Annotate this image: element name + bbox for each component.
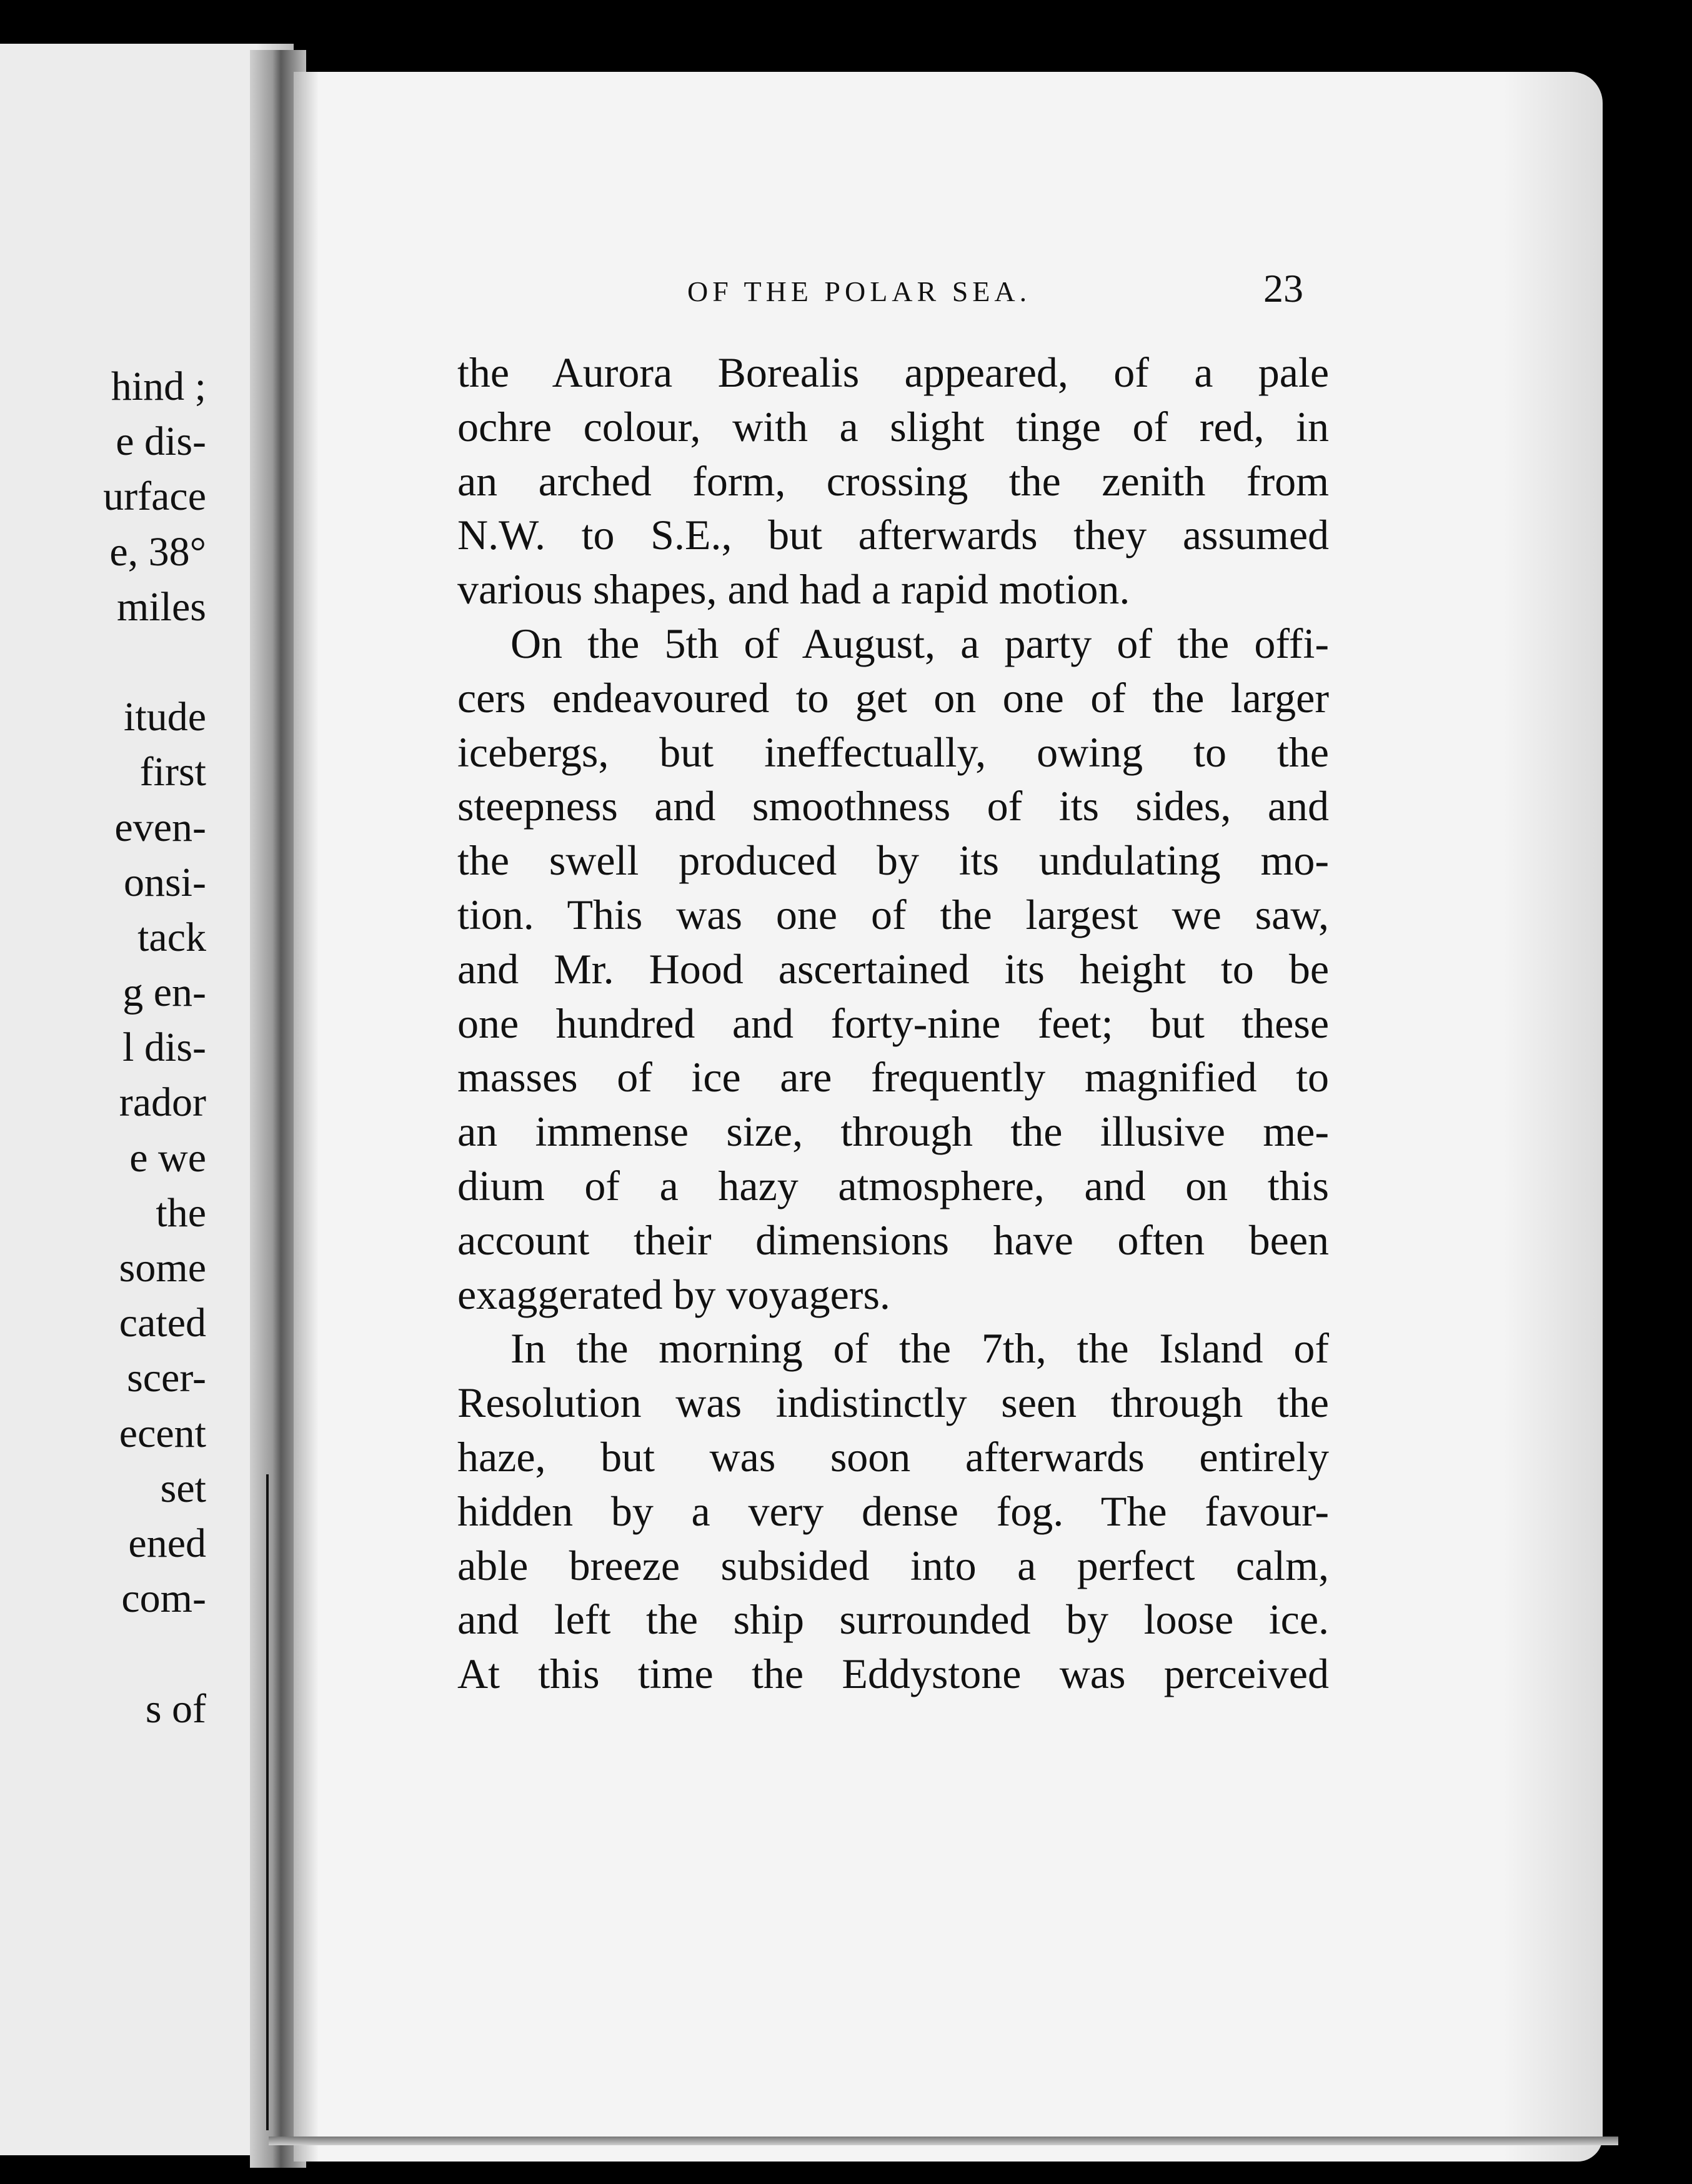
text-line: haze, but was soon afterwards entirely xyxy=(457,1432,1329,1481)
left-line: the xyxy=(156,1189,206,1236)
text-line: N.W. to S.E., but afterwards they assumed xyxy=(457,511,1329,559)
text-line: steepness and smoothness of its sides, and xyxy=(457,782,1329,830)
left-line: tack xyxy=(137,914,206,960)
left-line: com- xyxy=(121,1576,206,1622)
left-line: itude xyxy=(124,694,206,740)
text-line: icebergs, but ineffectually, owing to the xyxy=(457,728,1329,776)
text-line: various shapes, and had a rapid motion. xyxy=(457,565,1130,613)
left-line: e we xyxy=(129,1134,206,1181)
text-line: Resolution was indistinctly seen through the xyxy=(457,1379,1329,1427)
binding-thread xyxy=(266,1474,269,2130)
left-line: hind ; xyxy=(111,364,206,409)
page-number: 23 xyxy=(1263,266,1303,310)
running-head: OF THE POLAR SEA. xyxy=(687,275,1032,307)
left-line: first xyxy=(139,749,206,795)
left-line: onsi- xyxy=(124,859,206,905)
left-line: ecent xyxy=(119,1410,206,1456)
left-line: even- xyxy=(114,804,206,850)
left-line: miles xyxy=(117,583,206,630)
body-text xyxy=(457,345,1329,1701)
text-line: On the 5th of August, a party of the offi- xyxy=(510,619,1329,667)
left-line xyxy=(0,1626,206,1681)
left-line: some xyxy=(119,1245,206,1291)
left-line: g en- xyxy=(122,970,206,1016)
text-line: the Aurora Borealis appeared, of a pale xyxy=(457,349,1329,396)
page-bottom-edge xyxy=(269,2137,1618,2145)
left-line: l dis- xyxy=(122,1025,206,1071)
text-line: and left the ship surrounded by loose ice. xyxy=(457,1596,1329,1644)
left-line: urface xyxy=(103,474,206,520)
text-line: In the morning of the 7th, the Island of xyxy=(510,1324,1329,1372)
text-line: masses of ice are frequently magnified to xyxy=(457,1053,1329,1101)
text-line: ochre colour, with a slight tinge of red, in xyxy=(457,402,1329,450)
left-line: rador xyxy=(119,1080,206,1126)
left-line xyxy=(0,635,206,690)
text-line: the swell produced by its undulating mo- xyxy=(457,836,1329,885)
text-line: tion. This was one of the largest we saw, xyxy=(457,890,1329,938)
left-line: ened xyxy=(128,1520,206,1566)
left-line: set xyxy=(160,1465,206,1511)
text-line: one hundred and forty-nine feet; but these xyxy=(457,999,1329,1047)
left-page-text xyxy=(0,359,206,1737)
text-line: an immense size, through the illusive me- xyxy=(457,1108,1329,1156)
text-line: an arched form, crossing the zenith from xyxy=(457,457,1329,505)
text-line: able breeze subsided into a perfect calm, xyxy=(457,1541,1329,1589)
text-line: hidden by a very dense fog. The favour- xyxy=(457,1487,1329,1535)
text-line: account their dimensions have often been xyxy=(457,1216,1329,1264)
text-line: and Mr. Hood ascertained its height to be xyxy=(457,945,1329,993)
left-line: cated xyxy=(119,1300,206,1346)
fold-shadow xyxy=(294,72,319,2162)
left-line: e dis- xyxy=(116,419,206,465)
page-edge-shadow xyxy=(1503,72,1603,2162)
text-line: dium of a hazy atmosphere, and on this xyxy=(457,1161,1329,1209)
left-line: s of xyxy=(145,1685,206,1732)
left-line: scer- xyxy=(127,1355,206,1401)
left-line: e, 38° xyxy=(109,529,206,575)
text-line: exaggerated by voyagers. xyxy=(457,1270,890,1318)
text-line: At this time the Eddystone was perceived xyxy=(457,1650,1329,1698)
text-line: cers endeavoured to get on one of the larger xyxy=(457,673,1329,722)
